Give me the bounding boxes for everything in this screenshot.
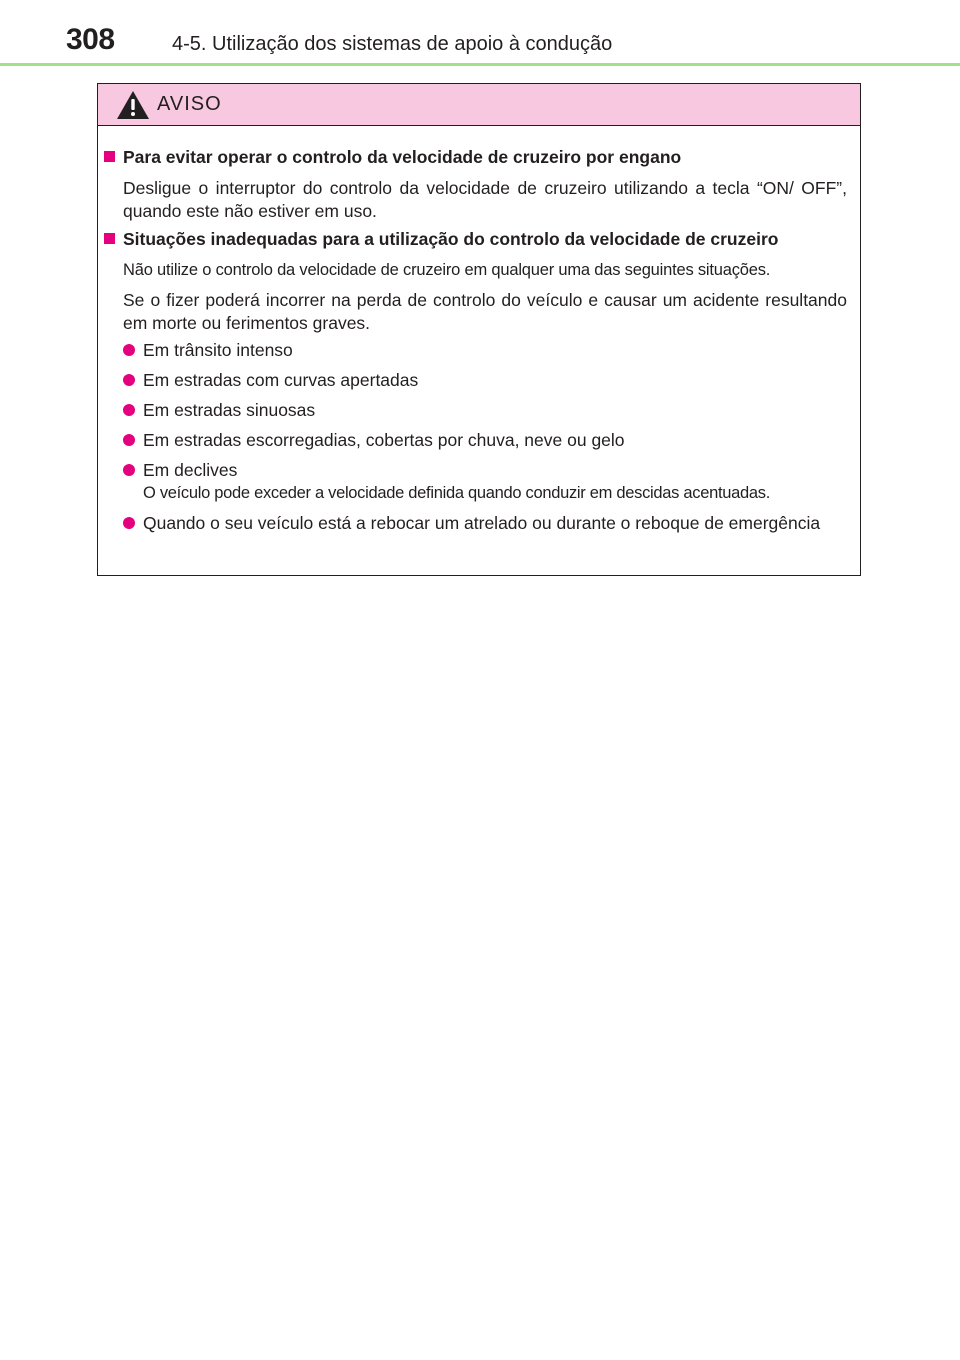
square-bullet-icon: [104, 233, 115, 244]
warning-label: AVISO: [157, 93, 222, 115]
section-heading-misuse: Para evitar operar o controlo da velocidade de cruzeiro por engano: [104, 146, 681, 168]
round-bullet-icon: [123, 374, 135, 386]
page-header: [0, 0, 960, 70]
paragraph-consequence: Se o fizer poderá incorrer na perda de controlo do veículo e causar um acidente resultando em morte ou ferimentos graves.: [123, 290, 847, 333]
section-title: 4-5. Utilização dos sistemas de apoio à condução: [172, 33, 613, 55]
warning-box: AVISO Para evitar operar o controlo da velocidade de cruzeiro por engano Desligue o interruptor do controlo da velocidade de cruzeiro utilizando a tecla “ON/ OFF”, quando este não estiver em uso. Situações inadequadas para a utilização do controlo da velocidade de cruzeiro Não utilize o controlo da velocidade de cruzeiro em qualquer uma das seguintes situações. Se o fizer poderá incorrer na perda de controlo do veículo e causar um acidente resultando em morte ou ferimentos graves. Em trânsito intenso Em estradas com curvas apertadas Em estradas sinuosas Em estradas escorregadias, cobertas por chuva, neve ou gelo Em declives O veículo pode exceder a velocidade definida quando conduzir em descidas acentuadas. Quando o seu veículo está a rebocar um atrelado ou durante o reboque de emergência: [97, 83, 861, 576]
paragraph-switch-off: Desligue o interruptor do controlo da velocidade de cruzeiro utilizando a tecla “ON/ OFF”, quando este não estiver em uso.: [123, 178, 847, 221]
list-item-note: O veículo pode exceder a velocidade definida quando conduzir em descidas acentuadas.: [143, 484, 770, 502]
list-item-title: Em declives: [143, 460, 238, 480]
warning-header: [98, 84, 860, 126]
square-bullet-icon: [104, 151, 115, 162]
page-number: 308: [66, 23, 115, 56]
round-bullet-icon: [123, 464, 135, 476]
round-bullet-icon: [123, 404, 135, 416]
header-divider: [0, 63, 960, 66]
round-bullet-icon: [123, 344, 135, 356]
round-bullet-icon: [123, 517, 135, 529]
section-heading-unsuitable: Situações inadequadas para a utilização do controlo da velocidade de cruzeiro: [104, 228, 778, 250]
warning-triangle-icon: [116, 90, 150, 120]
round-bullet-icon: [123, 434, 135, 446]
paragraph-do-not-use: Não utilize o controlo da velocidade de cruzeiro em qualquer uma das seguintes situações.: [123, 261, 771, 279]
